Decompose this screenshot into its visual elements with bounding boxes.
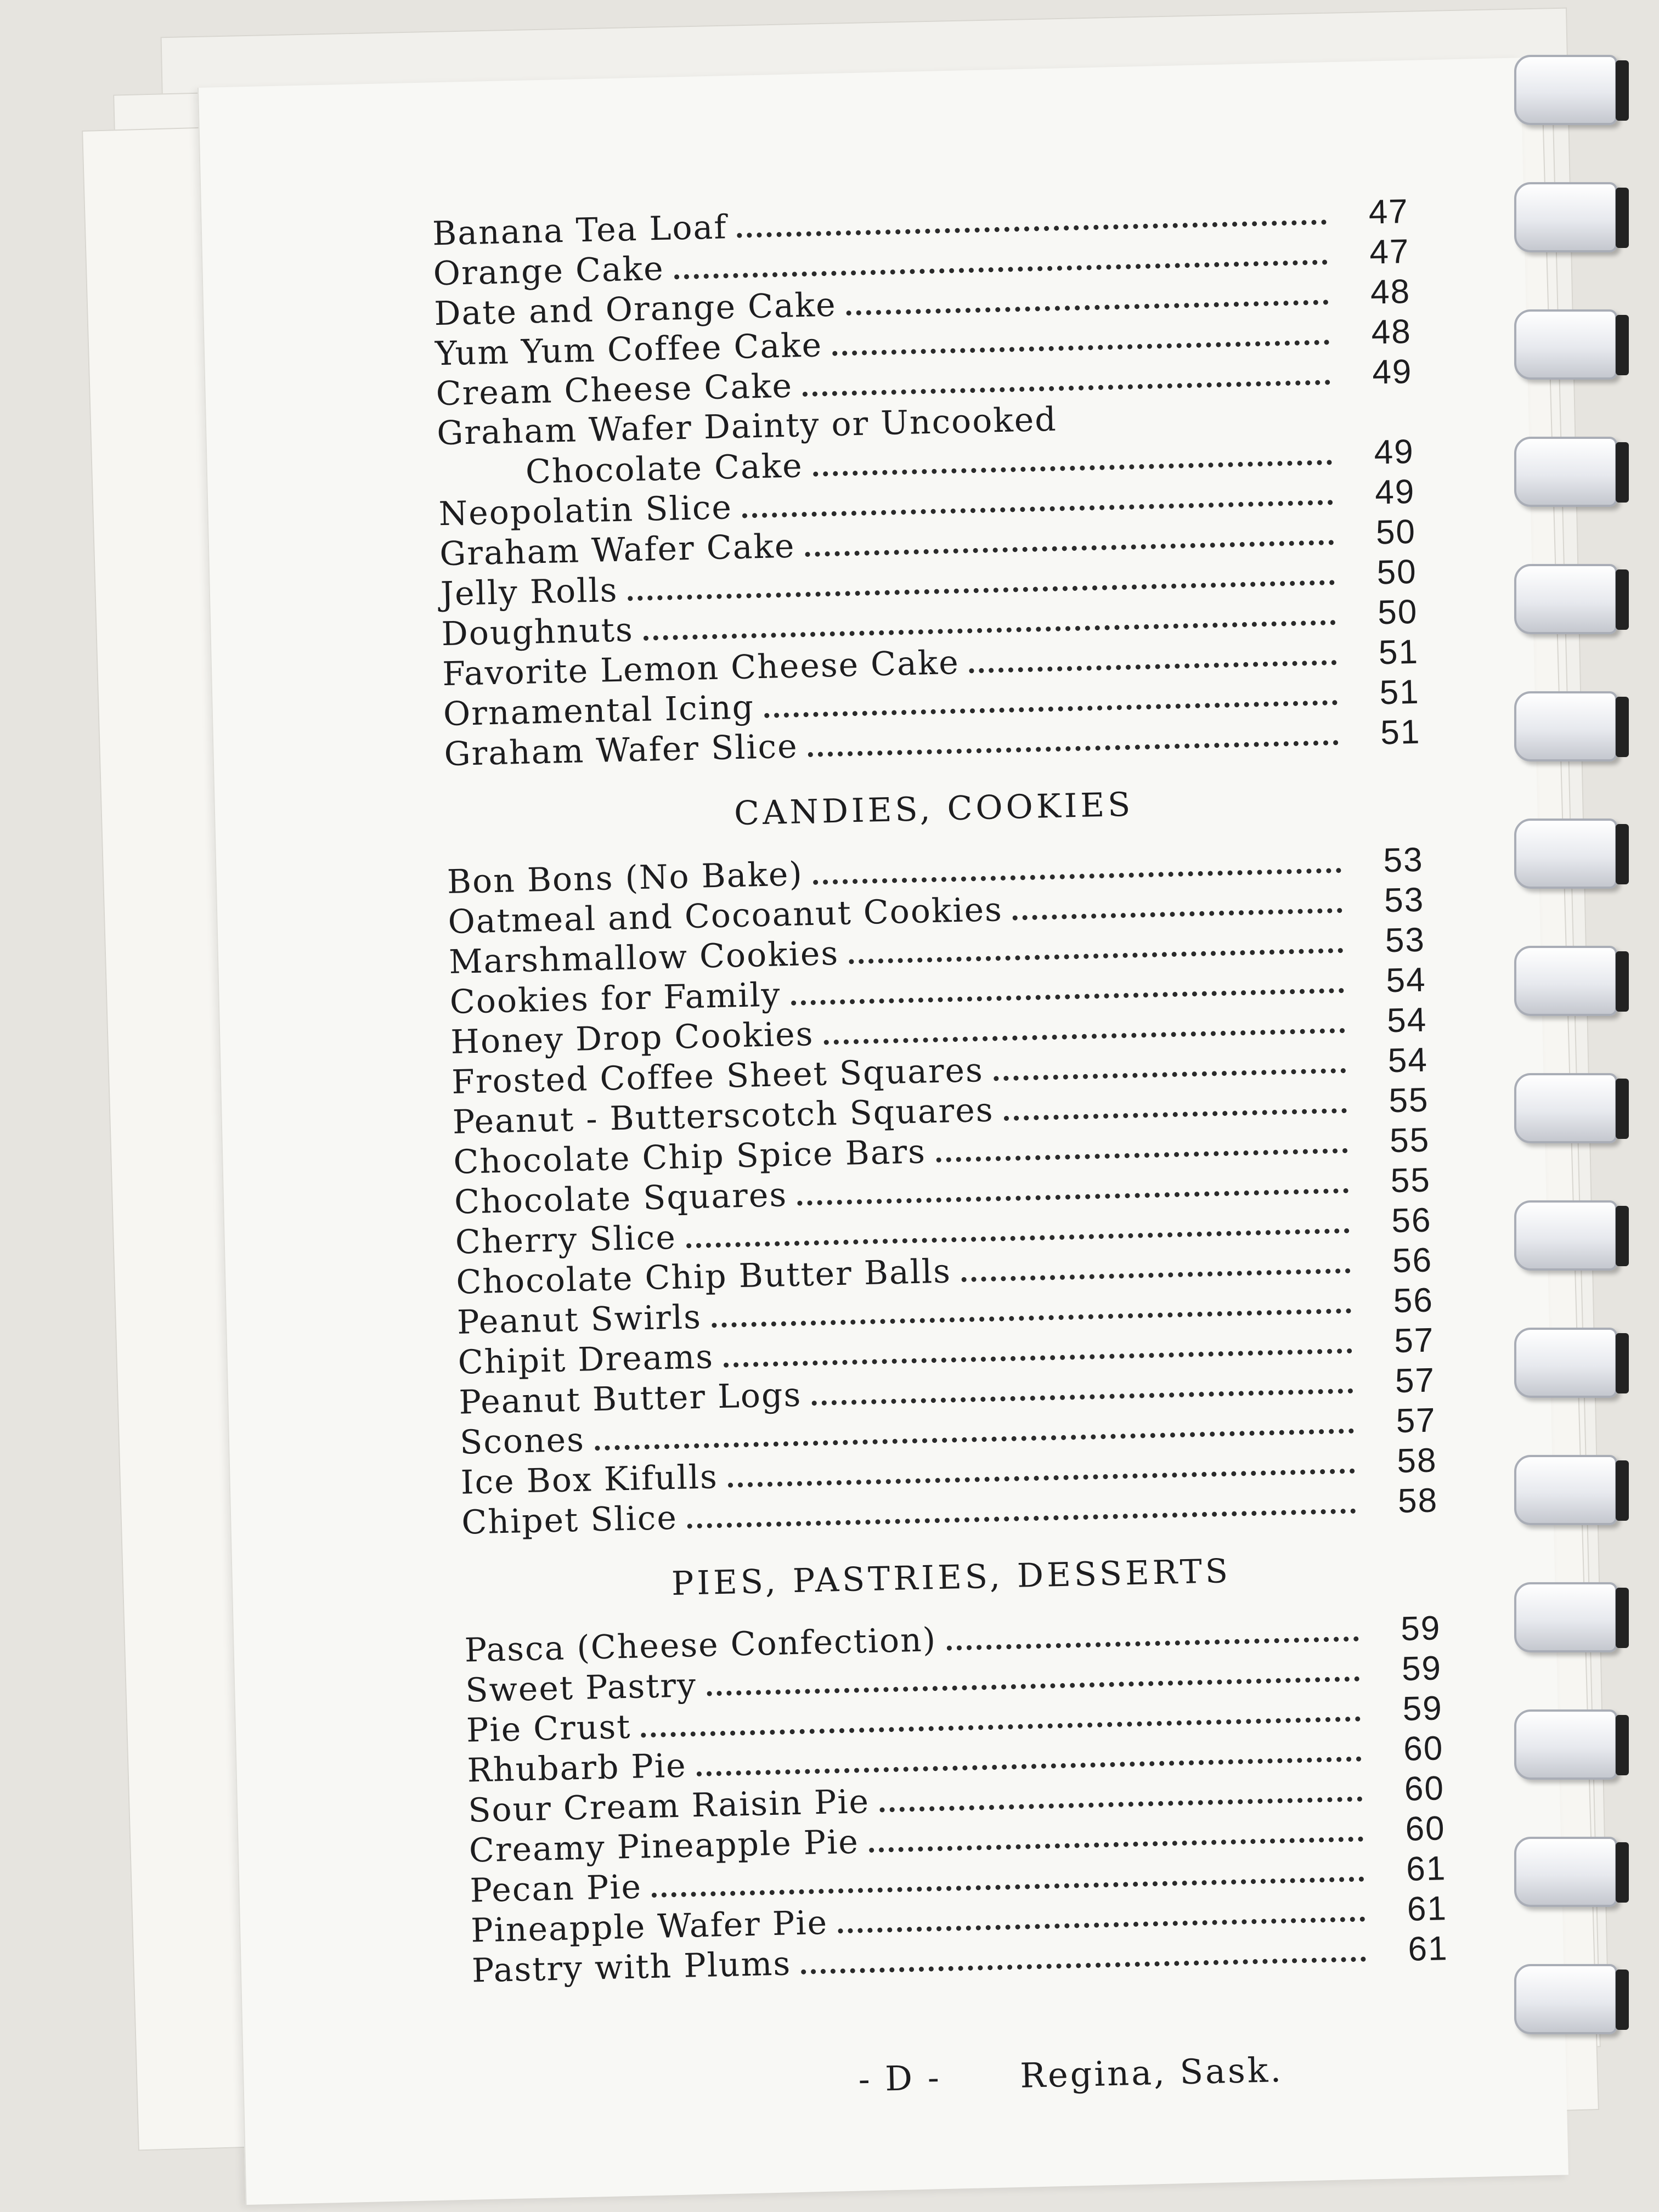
- toc-entry-title: Doughnuts: [441, 611, 634, 654]
- binding-coil: [1503, 55, 1629, 126]
- toc-entry-page-number: 49: [1374, 472, 1416, 512]
- dot-leader: [797, 1188, 1348, 1206]
- toc-entry-page-number: 56: [1392, 1241, 1433, 1280]
- toc-entry-page-number: 47: [1369, 232, 1410, 272]
- dot-leader: [813, 460, 1332, 476]
- toc-entry-title: Honey Drop Cookies: [450, 1014, 815, 1062]
- dot-leader: [946, 1637, 1359, 1651]
- toc-entry-title: Jelly Rolls: [440, 571, 619, 614]
- toc-entry-title: Sour Cream Raisin Pie: [467, 1782, 870, 1830]
- toc-entry-page-number: 60: [1404, 1809, 1446, 1848]
- binding-coil: [1503, 1582, 1629, 1654]
- dot-leader: [803, 380, 1330, 397]
- binding-coil: [1503, 946, 1629, 1017]
- toc-entry-page-number: 61: [1407, 1889, 1448, 1928]
- toc-entry-title: Peanut - Butterscotch Squares: [452, 1091, 995, 1142]
- toc-entry-page-number: 51: [1380, 713, 1421, 752]
- dot-leader: [801, 1957, 1366, 1974]
- toc-entry-title: Date and Orange Cake: [433, 285, 837, 334]
- toc-entry-title: Chipit Dreams: [458, 1338, 714, 1382]
- toc-entry-title: Cookies for Family: [449, 975, 782, 1022]
- toc-entry-title: Peanut Swirls: [456, 1297, 702, 1342]
- booklet-page: [198, 58, 1568, 2205]
- toc-entry-title: Sweet Pastry: [465, 1666, 697, 1710]
- binding-coil: [1503, 1073, 1629, 1144]
- toc-entry-page-number: 54: [1386, 1001, 1427, 1040]
- binding-coil: [1503, 437, 1629, 508]
- toc-entry-page-number: 49: [1372, 352, 1413, 392]
- toc-entry-title: Neopolatin Slice: [438, 488, 733, 534]
- toc-entry-title: Banana Tea Loaf: [432, 208, 728, 253]
- toc-entry-page-number: 59: [1401, 1649, 1442, 1688]
- dot-leader: [687, 1509, 1356, 1529]
- toc-entry-page-number: 60: [1404, 1769, 1445, 1808]
- toc-entry-page-number: 60: [1403, 1729, 1444, 1768]
- toc-entry-page-number: 56: [1391, 1201, 1432, 1240]
- toc-entry-page-number: 57: [1395, 1361, 1436, 1401]
- toc-entry-page-number: 49: [1373, 432, 1415, 472]
- toc-entry-title: Cherry Slice: [455, 1218, 677, 1262]
- spiral-binding: [1503, 55, 1659, 2194]
- toc-entry-title: Graham Wafer Cake: [439, 527, 796, 574]
- toc-entry-title: Chocolate Chip Spice Bars: [453, 1132, 927, 1182]
- toc-entry-page-number: 55: [1390, 1161, 1431, 1200]
- toc-entry-page-number: 47: [1368, 192, 1409, 232]
- dot-leader: [791, 988, 1344, 1006]
- toc-entry-title: Bon Bons (No Bake): [447, 855, 804, 902]
- section-heading: CANDIES, COOKIES: [733, 785, 1134, 833]
- toc-entry-page-number: 51: [1379, 673, 1420, 712]
- dot-leader: [832, 340, 1329, 356]
- binding-coil: [1503, 1328, 1629, 1399]
- page-letter: - D -: [857, 2057, 942, 2100]
- binding-coil: [1503, 564, 1629, 635]
- toc-entry-title: Frosted Coffee Sheet Squares: [451, 1051, 984, 1102]
- dot-leader: [879, 1797, 1362, 1813]
- dot-leader: [1004, 1108, 1347, 1121]
- binding-coil: [1503, 691, 1629, 763]
- dot-leader: [824, 1028, 1345, 1045]
- toc-entry-page-number: 54: [1385, 961, 1427, 1000]
- toc-entry-page-number: 59: [1400, 1609, 1442, 1648]
- toc-entry-title: Ornamental Icing: [443, 688, 755, 734]
- toc-entry-title: Peanut Butter Logs: [458, 1375, 802, 1422]
- dot-leader: [742, 500, 1333, 518]
- footer-location: Regina, Sask.: [1019, 2050, 1284, 2096]
- toc-entry-title: Chocolate Squares: [454, 1176, 788, 1222]
- toc-entry-title: Pasca (Cheese Confection): [464, 1621, 937, 1670]
- binding-coil: [1503, 1837, 1629, 1908]
- dot-leader: [805, 540, 1334, 557]
- binding-coil: [1503, 309, 1629, 381]
- toc-entry-page-number: 50: [1377, 592, 1419, 632]
- toc-entry-title: Oatmeal and Cocoanut Cookies: [447, 890, 1003, 942]
- toc-entry-page-number: [1342, 422, 1413, 424]
- toc-entry-title: Marshmallow Cookies: [448, 934, 839, 982]
- toc-entry-page-number: 55: [1388, 1081, 1430, 1120]
- binding-coil: [1503, 182, 1629, 253]
- binding-coil: [1503, 1709, 1629, 1781]
- dot-leader: [969, 660, 1337, 673]
- toc-entry-title: Ice Box Kifulls: [460, 1458, 719, 1502]
- toc-entry-page-number: 55: [1389, 1121, 1430, 1160]
- binding-coil: [1503, 1200, 1629, 1272]
- binding-coil: [1503, 1455, 1629, 1526]
- page-footer: [858, 2046, 1462, 2100]
- toc-entry-title: Creamy Pineapple Pie: [469, 1822, 860, 1870]
- toc-entry-title: Yum Yum Coffee Cake: [435, 326, 823, 374]
- toc-entry-page-number: 61: [1406, 1849, 1447, 1888]
- toc-entry-page-number: 56: [1392, 1281, 1434, 1321]
- dot-leader: [737, 219, 1327, 238]
- dot-leader: [961, 1268, 1350, 1282]
- dot-leader: [936, 1148, 1348, 1163]
- toc-entry-title: Graham Wafer Slice: [443, 727, 799, 774]
- toc-entry-title: Chipet Slice: [461, 1498, 678, 1542]
- toc-entry-page-number: 58: [1396, 1441, 1438, 1481]
- toc-entry-page-number: 53: [1385, 921, 1426, 960]
- toc-entry-title: Rhubarb Pie: [466, 1746, 687, 1790]
- dot-leader: [869, 1837, 1363, 1853]
- toc-entry-title: Favorite Lemon Cheese Cake: [442, 643, 960, 694]
- toc-entry-page-number: 59: [1402, 1689, 1443, 1728]
- dot-leader: [849, 948, 1343, 964]
- toc-entry-page-number: 50: [1376, 552, 1418, 592]
- dot-leader: [1013, 908, 1342, 921]
- toc-entry-title: Cream Cheese Cake: [435, 366, 793, 414]
- toc-entry-page-number: 50: [1375, 512, 1417, 552]
- dot-leader: [838, 1917, 1365, 1934]
- toc-entry-page-number: 57: [1393, 1321, 1435, 1361]
- toc-entry-title: Chocolate Chip Butter Balls: [455, 1252, 952, 1302]
- dot-leader: [764, 700, 1338, 718]
- toc-entry-page-number: 53: [1383, 840, 1424, 880]
- toc-entry-title: Pineapple Wafer Pie: [470, 1903, 828, 1950]
- toc-entry-title: Chocolate Cake: [525, 447, 804, 492]
- toc-entry-page-number: 48: [1370, 272, 1411, 312]
- dot-leader: [811, 1389, 1353, 1406]
- toc-entry-page-number: 57: [1395, 1401, 1437, 1441]
- toc-entry-title: Orange Cake: [433, 249, 665, 294]
- binding-coil: [1503, 1964, 1629, 2035]
- toc-entry-title: Pastry with Plums: [471, 1944, 792, 1990]
- dot-leader: [847, 300, 1329, 315]
- toc-entry-page-number: 51: [1378, 633, 1419, 672]
- dot-leader: [994, 1068, 1346, 1081]
- toc-entry-title: Pecan Pie: [469, 1867, 642, 1910]
- table-of-contents: [432, 192, 1448, 1991]
- toc-entry-page-number: 53: [1384, 881, 1425, 920]
- toc-entry-page-number: 48: [1370, 312, 1412, 352]
- toc-entry-title: Scones: [459, 1420, 585, 1462]
- toc-entry-page-number: 58: [1397, 1481, 1438, 1521]
- section-heading: PIES, PASTRIES, DESSERTS: [671, 1551, 1232, 1604]
- toc-entry-page-number: 54: [1387, 1041, 1429, 1080]
- toc-entry-page-number: 61: [1407, 1929, 1449, 1968]
- dot-leader: [813, 868, 1341, 885]
- binding-coil: [1503, 819, 1629, 890]
- dot-leader: [1067, 424, 1331, 430]
- toc-entry-title: Graham Wafer Dainty or Uncooked: [436, 400, 1058, 453]
- dot-leader: [808, 740, 1339, 757]
- toc-entry-title: Pie Crust: [466, 1707, 632, 1750]
